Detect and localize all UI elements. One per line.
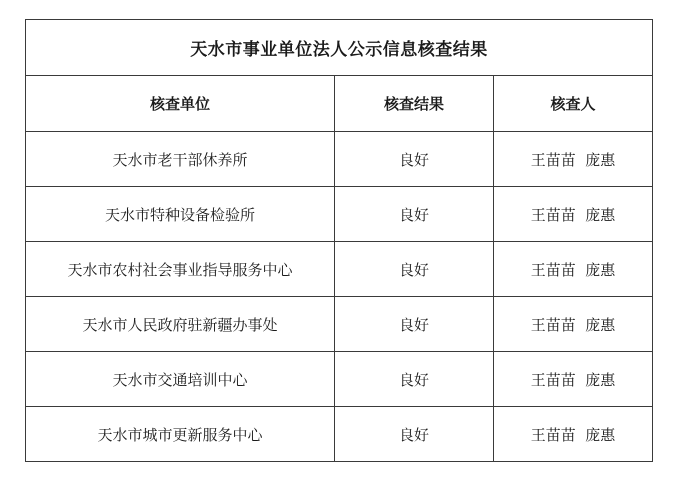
cell-unit: 天水市农村社会事业指导服务中心 (26, 242, 335, 297)
cell-inspector: 王苗苗 庞惠 (494, 187, 653, 242)
cell-result: 良好 (335, 132, 494, 187)
document-title: 天水市事业单位法人公示信息核查结果 (26, 20, 653, 76)
cell-unit: 天水市城市更新服务中心 (26, 407, 335, 462)
cell-inspector: 王苗苗 庞惠 (494, 297, 653, 352)
table-header-row (26, 76, 653, 132)
cell-result: 良好 (335, 297, 494, 352)
cell-inspector: 王苗苗 庞惠 (494, 242, 653, 297)
cell-unit: 天水市人民政府驻新疆办事处 (26, 297, 335, 352)
column-header-unit: 核查单位 (26, 76, 335, 132)
cell-inspector: 王苗苗 庞惠 (494, 352, 653, 407)
cell-inspector: 王苗苗 庞惠 (494, 132, 653, 187)
cell-unit: 天水市特种设备检验所 (26, 187, 335, 242)
table-row (26, 297, 653, 352)
cell-unit: 天水市老干部休养所 (26, 132, 335, 187)
cell-inspector: 王苗苗 庞惠 (494, 407, 653, 462)
column-header-result: 核查结果 (335, 76, 494, 132)
table-row (26, 352, 653, 407)
table-row (26, 132, 653, 187)
table-row (26, 407, 653, 462)
cell-result: 良好 (335, 352, 494, 407)
table-row (26, 187, 653, 242)
cell-result: 良好 (335, 187, 494, 242)
cell-unit: 天水市交通培训中心 (26, 352, 335, 407)
cell-result: 良好 (335, 407, 494, 462)
column-header-inspector: 核查人 (494, 76, 653, 132)
table-row (26, 242, 653, 297)
table-title-row (26, 20, 653, 76)
inspection-results-table (25, 19, 653, 462)
inspection-results-document (25, 19, 652, 462)
cell-result: 良好 (335, 242, 494, 297)
